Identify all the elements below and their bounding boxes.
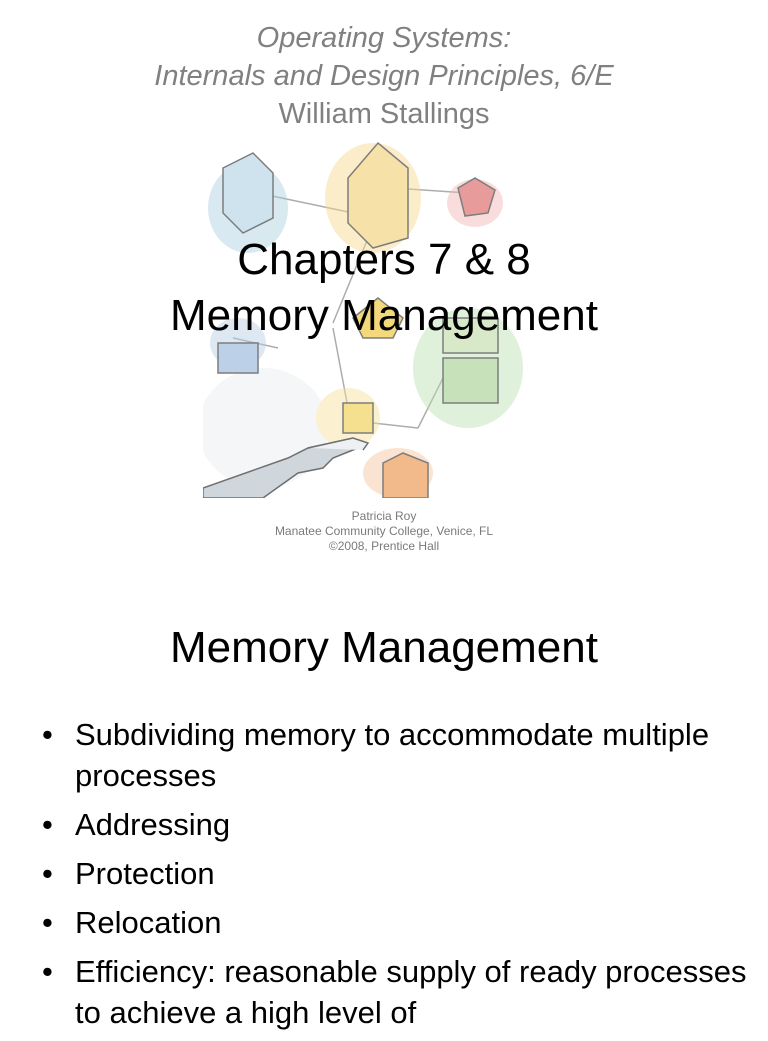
slide-title-line-2: Memory Management (170, 291, 598, 340)
bullet-item (0, 853, 768, 894)
copyright-notice: ©2008, Prentice Hall (328, 539, 440, 553)
book-author: William Stallings (278, 98, 490, 130)
bullet-text: Protection (75, 856, 215, 891)
bullet-glyph: • (42, 807, 53, 842)
bullet-glyph: • (42, 954, 53, 989)
bullet-item (0, 902, 768, 943)
book-title-line-2: Internals and Design Principles, 6/E (154, 60, 614, 92)
bullet-item (0, 804, 768, 845)
bullet-item (0, 714, 768, 796)
bullet-glyph: • (42, 856, 53, 891)
bullet-text: Addressing (75, 807, 231, 842)
slide-title: Memory Management (170, 623, 598, 672)
bullet-glyph: • (42, 905, 53, 940)
slide-title-line-1: Chapters 7 & 8 (237, 235, 531, 284)
bullet-text: Relocation (75, 905, 222, 940)
bullet-text: Efficiency: reasonable supply of ready processes to achieve a high level of (75, 954, 747, 1030)
bullet-list (0, 714, 768, 1041)
bullet-text: Subdividing memory to accommodate multiple processes (75, 717, 710, 793)
book-title-line-1: Operating Systems: (256, 22, 512, 54)
presenter-name: Patricia Roy (351, 509, 417, 523)
content-slide (0, 580, 768, 1030)
bullet-glyph: • (42, 717, 53, 752)
presenter-institution: Manatee Community College, Venice, FL (274, 524, 494, 538)
bullet-item (0, 951, 768, 1033)
